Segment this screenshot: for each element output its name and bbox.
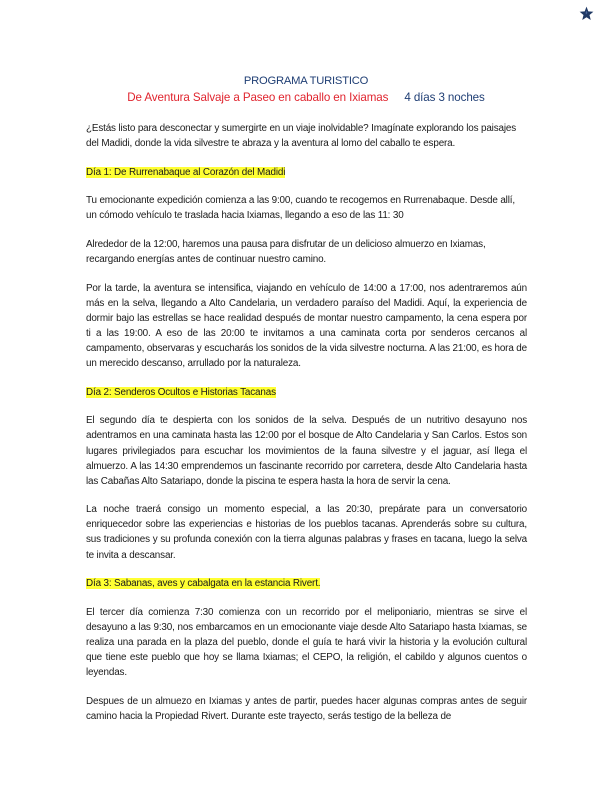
day-1-paragraph: Tu emocionante expedición comienza a las 9:00, cuando te recogemos en Rurrenabaque. Desde allí, un cómodo vehículo te traslada hacia Ixiamas, llegando a eso de las 11: 30 xyxy=(86,195,515,222)
day-3-paragraph: Despues de un almuezo en Ixiamas y antes de partir, puedes hacer algunas compras antes de seguir camino hacia la Propiedad Rivert. Durante este trayecto, serás testigo de la belleza de xyxy=(86,695,527,722)
star-icon xyxy=(579,6,594,21)
document-body xyxy=(86,121,527,737)
day-3-paragraph: El tercer día comienza 7:30 comienza con un recorrido por el meliponiario, mientras se sirve el desayuno a las 9:30, nos embarcamos en un emocionante viaje desde Alto Satariapo hasta Ixiamas, se realiza una parada en la plaza del pueblo, donde el guía te hará vivir la historia y la evolución cultural que tiene este pueblo que hoy se llama Ixiamas; el CEPO, la religión, el cabildo y algunos cuentos o leyendas. xyxy=(86,606,527,679)
day-3-heading: Día 3: Sabanas, aves y cabalgata en la estancia Rivert. xyxy=(86,578,321,590)
day-1-paragraph: Alrededor de la 12:00, haremos una pausa para disfrutar de un delicioso almuerzo en Ixiamas, recargando energías antes de continuar nuestro camino. xyxy=(86,238,486,266)
day-2-paragraph: La noche traerá consigo un momento especial, a las 20:30, prepárate para un conversatorio enriquecedor sobre las experiencias e historias de los pueblos tacanas. Aprenderás sobre su cultura, sus tradiciones y su profunda conexión con la tierra algunas palabras y frases en tacana, luego la selva te invita a descansar. xyxy=(86,504,527,561)
intro-paragraph: ¿Estás listo para desconectar y sumergirte en un viaje inolvidable? Imagínate explorando los paisajes del Madidi, donde la vida silvestre te abraza y la aventura al lomo del caballo te espera. xyxy=(86,123,517,150)
program-duration: 4 días 3 noches xyxy=(404,91,485,104)
day-1-paragraph: Por la tarde, la aventura se intensifica, viajando en vehículo de 14:00 a 17:00, nos adentraremos aún más en la selva, llegando a Alto Candelaria, un verdadero paraíso del Madidi. Aquí, la experiencia de dormir bajo las estrellas se hace realidad después de montar nuestro campamento, la cena espera por ti a las 19:00. A eso de las 20:00 te invitamos a una caminata corta por senderos cercanos al campamento, observaras y escucharás los sonidos de la vida silvestre nocturna. A las 21:00, es hora de un merecido descanso, arrullado por la naturaleza. xyxy=(86,282,527,370)
day-2-paragraph: El segundo día te despierta con los sonidos de la selva. Después de un nutritivo desayuno nos adentramos en una caminata hasta las 12:00 por el bosque de Alto Candelaria y San Carlos. Estos son lugares privilegiados para escuchar los movimientos de la fauna silvestre y el jaguar, así llega el almuerzo. A las 14:30 emprendemos un fascinante recorrido por carretera, desde Alto Candelaria hasta las Cabañas Alto Satariapo, donde la piscina te espera hasta la hora de servir la cena. xyxy=(86,415,527,487)
document-subtitle xyxy=(0,91,612,104)
document-title: PROGRAMA TURISTICO xyxy=(243,75,369,87)
day-1-heading: Día 1: De Rurrenabaque al Corazón del Madidi xyxy=(86,166,286,178)
day-2-heading: Día 2: Senderos Ocultos e Historias Tacanas xyxy=(86,386,276,398)
program-name: De Aventura Salvaje a Paseo en caballo en Ixiamas xyxy=(127,91,389,104)
